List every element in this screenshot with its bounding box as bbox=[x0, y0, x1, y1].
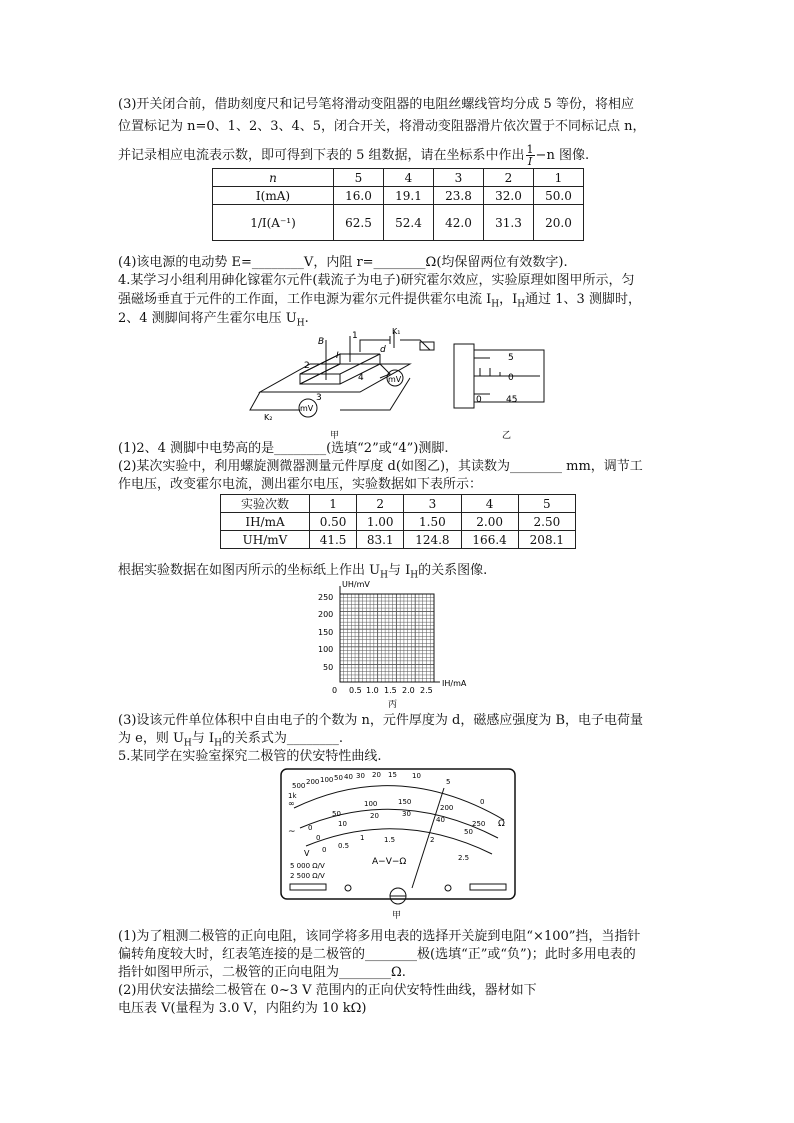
table-row bbox=[213, 205, 584, 241]
ohm-scale-label: 20 bbox=[372, 771, 381, 779]
text-line: 5.某同学在实验室探究二极管的伏安特性曲线. bbox=[118, 749, 382, 764]
subscript: H bbox=[517, 299, 526, 310]
dc-scale-label-2: 0 bbox=[316, 834, 321, 842]
table-cell: 50.0 bbox=[534, 187, 584, 205]
text-line: 4.某学习小组利用砷化镓霍尔元件(载流子为电子)研究霍尔效应，实验原理如图甲所示，匀 bbox=[118, 273, 635, 288]
table-cell: 3 bbox=[434, 169, 484, 187]
meter-spec: 5 000 Ω/V bbox=[290, 862, 325, 870]
table-cell: I(mA) bbox=[213, 187, 334, 205]
x-tick: 1.5 bbox=[384, 686, 397, 695]
table-cell: 16.0 bbox=[334, 187, 384, 205]
subscript: H bbox=[214, 738, 222, 749]
ohm-scale-label: 15 bbox=[388, 771, 397, 779]
ohm-scale-label: 1k bbox=[288, 792, 297, 800]
table-cell: 32.0 bbox=[484, 187, 534, 205]
text-line: 偏转角度较大时，红表笔连接的是二极管的________极(选填“正”或“负”)；此时多用电表的 bbox=[118, 947, 636, 962]
text-segment: 的关系图像. bbox=[418, 563, 488, 578]
caption-jia: 甲 bbox=[330, 431, 340, 441]
ac-scale-label: 2 bbox=[430, 836, 435, 844]
ohm-scale-label: 5 bbox=[446, 778, 451, 786]
table-cell: 5 bbox=[518, 495, 575, 513]
ac-scale-label: 2.5 bbox=[458, 854, 470, 862]
fraction-numerator: 1 bbox=[526, 143, 534, 156]
table-cell: 166.4 bbox=[461, 531, 518, 549]
ohm-scale-label: 0 bbox=[480, 798, 485, 806]
table-cell: 23.8 bbox=[434, 187, 484, 205]
table-cell: UH/mV bbox=[221, 531, 310, 549]
multimeter-figure bbox=[280, 768, 516, 920]
x-tick: 2.0 bbox=[402, 686, 415, 695]
micrometer-45: 45 bbox=[506, 395, 518, 405]
x-tick: 0.5 bbox=[349, 686, 362, 695]
table-cell: 124.8 bbox=[404, 531, 461, 549]
ac-scale-label: 0 bbox=[322, 846, 327, 854]
ohm-scale-label: 10 bbox=[412, 772, 421, 780]
ohm-scale-label: 100 bbox=[320, 776, 334, 784]
subscript: H bbox=[380, 570, 388, 581]
text-line: 指针如图甲所示，二极管的正向电阻为________Ω. bbox=[118, 965, 406, 980]
text-segment: 为 e，则 U bbox=[118, 731, 184, 746]
label-4: 4 bbox=[358, 373, 364, 383]
ac-scale-label: 1.5 bbox=[384, 836, 396, 844]
x-axis-label: IH/mA bbox=[442, 679, 467, 688]
text-line: 电压表 V(量程为 3.0 V，内阻约为 10 kΩ) bbox=[118, 1001, 367, 1016]
y-tick: 200 bbox=[318, 610, 334, 619]
micrometer-5: 5 bbox=[508, 353, 514, 363]
caption-yi: 乙 bbox=[502, 431, 512, 441]
avo-label: A−V−Ω bbox=[372, 857, 407, 867]
data-table-1 bbox=[212, 168, 584, 241]
text-segment: ，I bbox=[499, 292, 518, 307]
ohm-scale-label: 40 bbox=[344, 773, 353, 781]
x-tick: 0 bbox=[332, 686, 338, 695]
text-segment: 并记录相应电流表示数，即可得到下表的 5 组数据，请在坐标系中作出 bbox=[118, 148, 525, 163]
table-cell: 2 bbox=[484, 169, 534, 187]
label-1: 1 bbox=[352, 331, 358, 341]
ac-scale-label: 1 bbox=[360, 834, 365, 842]
ohm-scale-label: 500 bbox=[292, 782, 306, 790]
table-cell: 62.5 bbox=[334, 205, 384, 241]
table-cell: 42.0 bbox=[434, 205, 484, 241]
table-cell: 52.4 bbox=[384, 205, 434, 241]
label-3: 3 bbox=[316, 393, 322, 403]
dc-scale-label: 0 bbox=[308, 824, 313, 832]
caption-jia: 甲 bbox=[392, 911, 402, 920]
table-cell: 1.00 bbox=[357, 513, 404, 531]
label-K1: K₁ bbox=[392, 327, 401, 336]
dc-scale-label: 200 bbox=[440, 804, 454, 812]
text-line: (1)为了粗测二极管的正向电阻，该同学将多用电表的选择开关旋到电阻“×100”挡，当指针 bbox=[118, 929, 641, 944]
text-segment: 与 I bbox=[191, 731, 215, 746]
meter-spec: 2 500 Ω/V bbox=[290, 872, 325, 880]
grid-graph bbox=[310, 578, 480, 710]
micrometer-0: 0 bbox=[508, 373, 514, 383]
text-line: (4)该电源的电动势 E=________V，内阻 r=________Ω(均保留两位有效数字). bbox=[118, 255, 568, 270]
text-line: 2、4 测脚间将产生霍尔电压 $U_H$. bbox=[118, 311, 309, 329]
table-cell: 3 bbox=[404, 495, 461, 513]
text-segment: 2、4 测脚间将产生霍尔电压 U bbox=[118, 311, 297, 326]
label-K2: K₂ bbox=[264, 413, 273, 422]
text-segment: 通过 1、3 测脚时， bbox=[525, 292, 641, 307]
table-row bbox=[221, 513, 576, 531]
label-d: d bbox=[380, 345, 386, 355]
text-segment: 根据实验数据在如图丙所示的坐标纸上作出 U bbox=[118, 563, 381, 578]
text-line: (2)某次实验中，利用螺旋测微器测量元件厚度 d(如图乙)，其读数为________ mm，调节工 bbox=[118, 459, 643, 474]
fraction bbox=[526, 144, 535, 167]
x-tick: 2.5 bbox=[420, 686, 433, 695]
text-line: (3)设该元件单位体积中自由电子的个数为 n，元件厚度为 d，磁感应强度为 B，电子电荷量 bbox=[118, 713, 644, 728]
ac-symbol: ~ bbox=[288, 827, 296, 837]
ohm-scale-label: 30 bbox=[356, 772, 365, 780]
hall-circuit-figure bbox=[240, 322, 560, 442]
table-cell: 4 bbox=[384, 169, 434, 187]
text-segment: −n 图像. bbox=[535, 148, 590, 163]
dc-scale-label: 150 bbox=[398, 798, 412, 806]
micrometer-0b: 0 bbox=[476, 395, 482, 405]
y-tick: 150 bbox=[318, 628, 334, 637]
text-segment: 与 I bbox=[387, 563, 411, 578]
data-table-2 bbox=[220, 494, 576, 549]
volt-symbol: V bbox=[304, 849, 310, 858]
dc-scale-label: 50 bbox=[332, 810, 341, 818]
table-cell: 5 bbox=[334, 169, 384, 187]
table-cell: 1/I(A⁻¹) bbox=[213, 205, 334, 241]
caption-bing: 丙 bbox=[388, 700, 398, 710]
subscript: H bbox=[183, 738, 192, 749]
table-row bbox=[213, 169, 584, 187]
table-cell: 208.1 bbox=[518, 531, 575, 549]
subscript: H bbox=[410, 570, 419, 581]
table-cell: 1 bbox=[310, 495, 357, 513]
table-row bbox=[221, 531, 576, 549]
label-2: 2 bbox=[304, 361, 310, 371]
ac-scale-label: 0.5 bbox=[338, 842, 350, 850]
dc-scale-label-2: 20 bbox=[370, 812, 379, 820]
table-cell: 41.5 bbox=[310, 531, 357, 549]
table-cell: 实验次数 bbox=[221, 495, 310, 513]
table-cell: 2 bbox=[357, 495, 404, 513]
text-line-with-fraction bbox=[118, 144, 678, 167]
text-line: (1)2、4 测脚中电势高的是________(选填“2”或“4”)测脚. bbox=[118, 441, 449, 456]
text-line: (3)开关闭合前，借助刻度尺和记号笔将滑动变阻器的电阻丝螺线管均分成 5 等份，将相应 bbox=[118, 97, 634, 112]
table-cell: 1.50 bbox=[404, 513, 461, 531]
table-cell: n bbox=[213, 169, 334, 187]
table-cell: 2.00 bbox=[461, 513, 518, 531]
meter-mv-label: mV bbox=[300, 404, 314, 413]
label-B: B bbox=[318, 337, 325, 347]
text-segment: 的关系式为________. bbox=[221, 731, 344, 746]
table-cell: 20.0 bbox=[534, 205, 584, 241]
meter-mv-label: mV bbox=[388, 375, 402, 384]
dc-scale-label-2: 10 bbox=[338, 820, 347, 828]
table-cell: 19.1 bbox=[384, 187, 434, 205]
text-line: (2)用伏安法描绘二极管在 0~3 V 范围内的正向伏安特性曲线，器材如下 bbox=[118, 983, 537, 998]
text-line: 作电压，改变霍尔电流，测出霍尔电压，实验数据如下表所示： bbox=[118, 477, 483, 492]
label-I: I bbox=[336, 351, 339, 361]
table-cell: 2.50 bbox=[518, 513, 575, 531]
text-segment: 强磁场垂直于元件的工作面，工作电源为霍尔元件提供霍尔电流 I bbox=[118, 292, 492, 307]
table-row bbox=[213, 187, 584, 205]
ohm-scale-label: 50 bbox=[334, 774, 343, 782]
dc-scale-label: 100 bbox=[364, 800, 378, 808]
fraction-denominator: I bbox=[527, 155, 533, 168]
y-axis-label: UH/mV bbox=[342, 580, 370, 589]
dc-scale-label-2: 40 bbox=[436, 816, 445, 824]
table-cell: 1 bbox=[534, 169, 584, 187]
ohm-scale-label: 200 bbox=[306, 778, 320, 786]
table-cell: 83.1 bbox=[357, 531, 404, 549]
y-tick: 250 bbox=[318, 593, 334, 602]
y-tick: 100 bbox=[318, 645, 334, 654]
dc-scale-label: 250 bbox=[472, 820, 486, 828]
table-cell: 31.3 bbox=[484, 205, 534, 241]
table-row bbox=[221, 495, 576, 513]
table-cell: 0.50 bbox=[310, 513, 357, 531]
x-tick: 1.0 bbox=[366, 686, 379, 695]
ohm-scale-label: ∞ bbox=[288, 799, 295, 808]
dc-scale-label-2: 30 bbox=[402, 810, 411, 818]
subscript: H bbox=[296, 318, 305, 329]
table-cell: IH/mA bbox=[221, 513, 310, 531]
omega-symbol: Ω bbox=[498, 819, 505, 829]
table-cell: 4 bbox=[461, 495, 518, 513]
dc-scale-label-2: 50 bbox=[464, 828, 473, 836]
y-tick: 50 bbox=[323, 663, 334, 672]
subscript: H bbox=[491, 299, 500, 310]
text-line: 位置标记为 n=0、1、2、3、4、5，闭合开关，将滑动变阻器滑片依次置于不同标记点 n， bbox=[118, 119, 646, 134]
